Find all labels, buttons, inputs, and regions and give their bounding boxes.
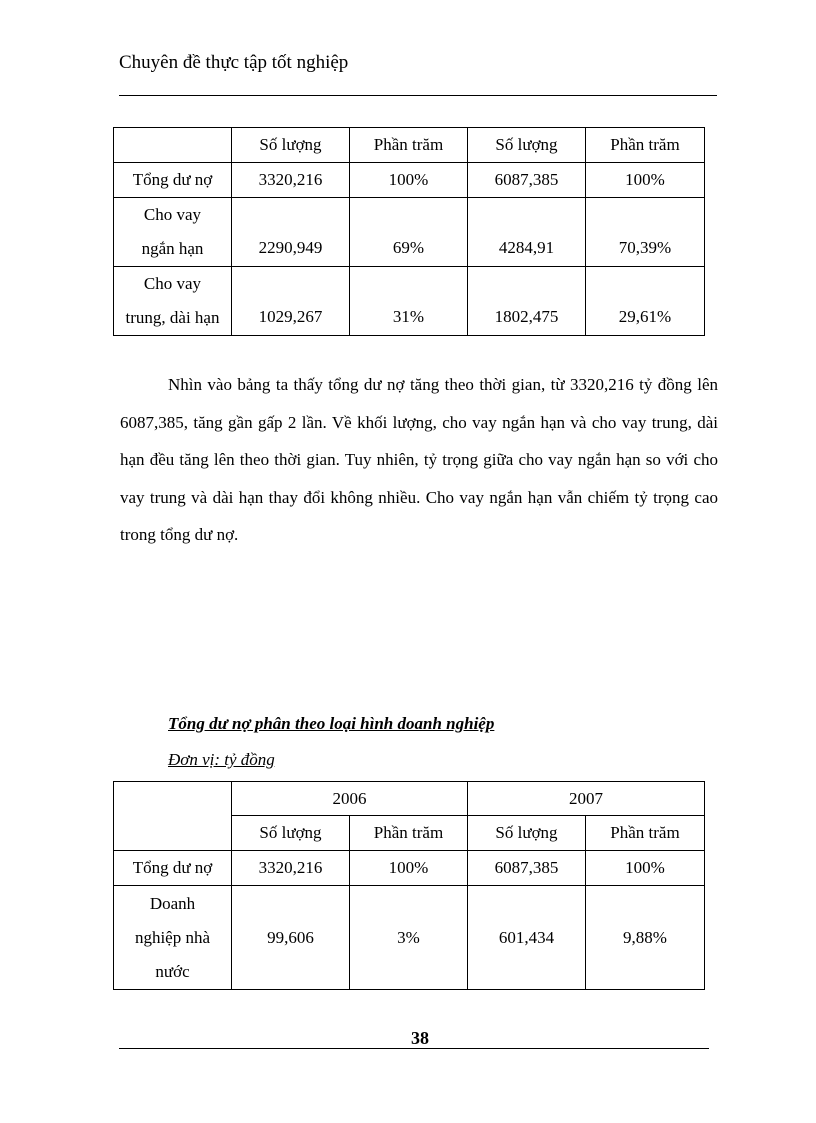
footer-rule: [119, 1048, 709, 1049]
analysis-paragraph: Nhìn vào bảng ta thấy tổng dư nợ tăng theo thời gian, từ 3320,216 tỷ đồng lên 6087,385, tăng gần gấp 2 lần. Về khối lượng, cho vay ngắn hạn và cho vay trung, dài hạn đều tăng lên theo thời gian. Tuy nhiên, tỷ trọng giữa cho vay ngắn hạn so với cho vay trung và dài hạn thay đổi không nhiều. Cho vay ngắn hạn vẫn chiếm tỷ trọng cao trong tổng dư nợ.: [120, 375, 718, 544]
row-label: Tổng dư nợ: [114, 163, 232, 198]
row-label-line: Cho vay: [143, 274, 202, 293]
row-label-line: ngắn hạn: [141, 239, 204, 258]
table-cell: 69%: [350, 198, 468, 267]
row-label-line: Doanh: [149, 893, 196, 913]
table-corner-cell: [114, 782, 232, 851]
row-label-line: nghiệp nhà: [134, 927, 211, 947]
table-cell: 3320,216: [232, 851, 350, 886]
table-cell: 1802,475: [468, 267, 586, 336]
table-header-cell: Phần trăm: [586, 816, 705, 851]
table-cell: 100%: [586, 163, 705, 198]
table-header-cell: Phần trăm: [350, 816, 468, 851]
page-header-title: Chuyên đề thực tập tốt nghiệp: [119, 52, 349, 73]
table-cell: 1029,267: [232, 267, 350, 336]
table-cell: 601,434: [468, 886, 586, 990]
year-header: 2006: [232, 782, 468, 816]
row-label: Tổng dư nợ: [114, 851, 232, 886]
table-year-row: [114, 782, 705, 816]
table-header-cell: Phần trăm: [350, 128, 468, 163]
row-label: [114, 886, 232, 990]
table-header-cell: Số lượng: [232, 128, 350, 163]
row-label-line: trung, dài hạn: [125, 308, 220, 327]
table-cell: 3%: [350, 886, 468, 990]
table-cell: 4284,91: [468, 198, 586, 267]
table-header-cell: Số lượng: [232, 816, 350, 851]
table-cell: 100%: [350, 163, 468, 198]
table-cell: 100%: [350, 851, 468, 886]
loan-term-table: [113, 127, 705, 336]
table-cell: 9,88%: [586, 886, 705, 990]
row-label: [114, 267, 232, 336]
table-header-cell: [114, 128, 232, 163]
table-row: [114, 198, 705, 267]
unit-label: Đơn vị: tỷ đồng: [168, 750, 275, 769]
page-number: 38: [411, 1028, 429, 1048]
table-header-cell: Phần trăm: [586, 128, 705, 163]
table-cell: 70,39%: [586, 198, 705, 267]
table-row: [114, 851, 705, 886]
table-cell: 3320,216: [232, 163, 350, 198]
row-label: [114, 198, 232, 267]
table-cell: 31%: [350, 267, 468, 336]
row-label-line: nước: [155, 961, 190, 981]
table-cell: 29,61%: [586, 267, 705, 336]
table-cell: 6087,385: [468, 851, 586, 886]
table-row: [114, 163, 705, 198]
section-title: Tổng dư nợ phân theo loại hình doanh nghiệp: [168, 714, 495, 733]
table-cell: 2290,949: [232, 198, 350, 267]
enterprise-type-table: [113, 781, 705, 990]
row-label-line: Cho vay: [143, 205, 202, 224]
table-cell: 99,606: [232, 886, 350, 990]
table-header-cell: Số lượng: [468, 128, 586, 163]
table-row: [114, 267, 705, 336]
table-header-cell: Số lượng: [468, 816, 586, 851]
table-cell: 100%: [586, 851, 705, 886]
table-cell: 6087,385: [468, 163, 586, 198]
table-header-row: [114, 128, 705, 163]
header-rule: [119, 95, 717, 96]
table-row: [114, 886, 705, 990]
year-header: 2007: [468, 782, 705, 816]
